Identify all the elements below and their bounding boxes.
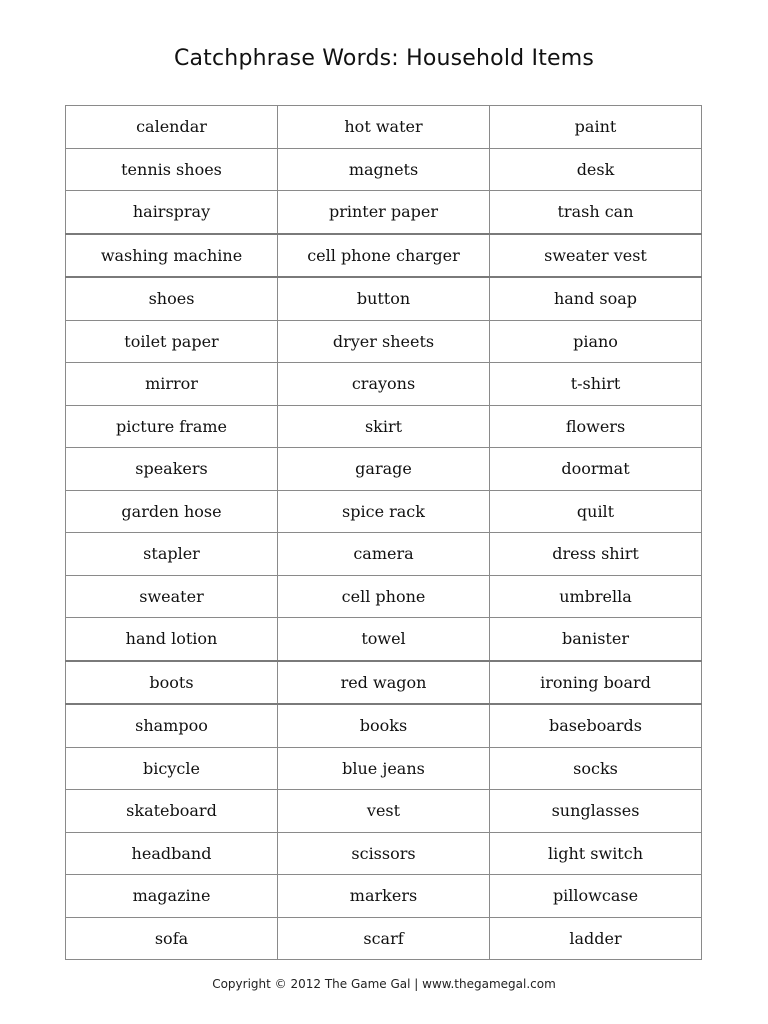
word-cell: hairspray xyxy=(66,191,278,234)
word-cell: tennis shoes xyxy=(66,148,278,191)
table-row xyxy=(66,191,702,234)
word-cell: washing machine xyxy=(66,234,278,278)
word-cell: vest xyxy=(278,790,490,833)
word-cell: ladder xyxy=(490,917,702,960)
word-cell: cell phone charger xyxy=(278,234,490,278)
table-row xyxy=(66,747,702,790)
copyright-footer: Copyright © 2012 The Game Gal | www.thegamegal.com xyxy=(212,977,556,991)
word-cell: cell phone xyxy=(278,575,490,618)
word-cell: headband xyxy=(66,832,278,875)
table-row xyxy=(66,363,702,406)
word-cell: dryer sheets xyxy=(278,320,490,363)
word-table-body xyxy=(66,106,702,960)
word-cell: magnets xyxy=(278,148,490,191)
word-cell: printer paper xyxy=(278,191,490,234)
table-row xyxy=(66,618,702,661)
table-row xyxy=(66,490,702,533)
word-cell: stapler xyxy=(66,533,278,576)
word-cell: hand soap xyxy=(490,277,702,320)
word-cell: sweater vest xyxy=(490,234,702,278)
word-cell: button xyxy=(278,277,490,320)
table-row xyxy=(66,917,702,960)
word-cell: camera xyxy=(278,533,490,576)
page-title: Catchphrase Words: Household Items xyxy=(173,46,595,71)
word-cell: pillowcase xyxy=(490,875,702,918)
word-cell: ironing board xyxy=(490,661,702,705)
word-cell: shoes xyxy=(66,277,278,320)
word-cell: umbrella xyxy=(490,575,702,618)
word-cell: garden hose xyxy=(66,490,278,533)
word-cell: markers xyxy=(278,875,490,918)
table-row xyxy=(66,277,702,320)
word-cell: piano xyxy=(490,320,702,363)
table-row xyxy=(66,661,702,705)
table-row xyxy=(66,148,702,191)
word-cell: banister xyxy=(490,618,702,661)
word-cell: doormat xyxy=(490,448,702,491)
table-row xyxy=(66,575,702,618)
word-cell: baseboards xyxy=(490,704,702,747)
word-cell: skateboard xyxy=(66,790,278,833)
table-row xyxy=(66,704,702,747)
word-cell: sweater xyxy=(66,575,278,618)
word-cell: garage xyxy=(278,448,490,491)
word-cell: hand lotion xyxy=(66,618,278,661)
table-row xyxy=(66,234,702,278)
word-cell: shampoo xyxy=(66,704,278,747)
word-cell: blue jeans xyxy=(278,747,490,790)
word-cell: crayons xyxy=(278,363,490,406)
word-cell: sunglasses xyxy=(490,790,702,833)
word-table xyxy=(65,105,702,960)
word-cell: spice rack xyxy=(278,490,490,533)
word-cell: books xyxy=(278,704,490,747)
word-cell: skirt xyxy=(278,405,490,448)
word-cell: t-shirt xyxy=(490,363,702,406)
word-cell: mirror xyxy=(66,363,278,406)
word-cell: trash can xyxy=(490,191,702,234)
table-row xyxy=(66,790,702,833)
table-row xyxy=(66,832,702,875)
word-cell: scarf xyxy=(278,917,490,960)
word-cell: desk xyxy=(490,148,702,191)
word-cell: toilet paper xyxy=(66,320,278,363)
table-row xyxy=(66,875,702,918)
word-cell: dress shirt xyxy=(490,533,702,576)
word-cell: scissors xyxy=(278,832,490,875)
word-cell: bicycle xyxy=(66,747,278,790)
word-cell: socks xyxy=(490,747,702,790)
word-cell: quilt xyxy=(490,490,702,533)
table-row xyxy=(66,405,702,448)
word-cell: flowers xyxy=(490,405,702,448)
word-cell: paint xyxy=(490,106,702,149)
word-cell: light switch xyxy=(490,832,702,875)
word-cell: sofa xyxy=(66,917,278,960)
word-cell: picture frame xyxy=(66,405,278,448)
word-cell: magazine xyxy=(66,875,278,918)
word-cell: calendar xyxy=(66,106,278,149)
word-cell: hot water xyxy=(278,106,490,149)
word-cell: towel xyxy=(278,618,490,661)
table-row xyxy=(66,320,702,363)
word-cell: red wagon xyxy=(278,661,490,705)
table-row xyxy=(66,448,702,491)
word-cell: boots xyxy=(66,661,278,705)
table-row xyxy=(66,106,702,149)
table-row xyxy=(66,533,702,576)
word-cell: speakers xyxy=(66,448,278,491)
